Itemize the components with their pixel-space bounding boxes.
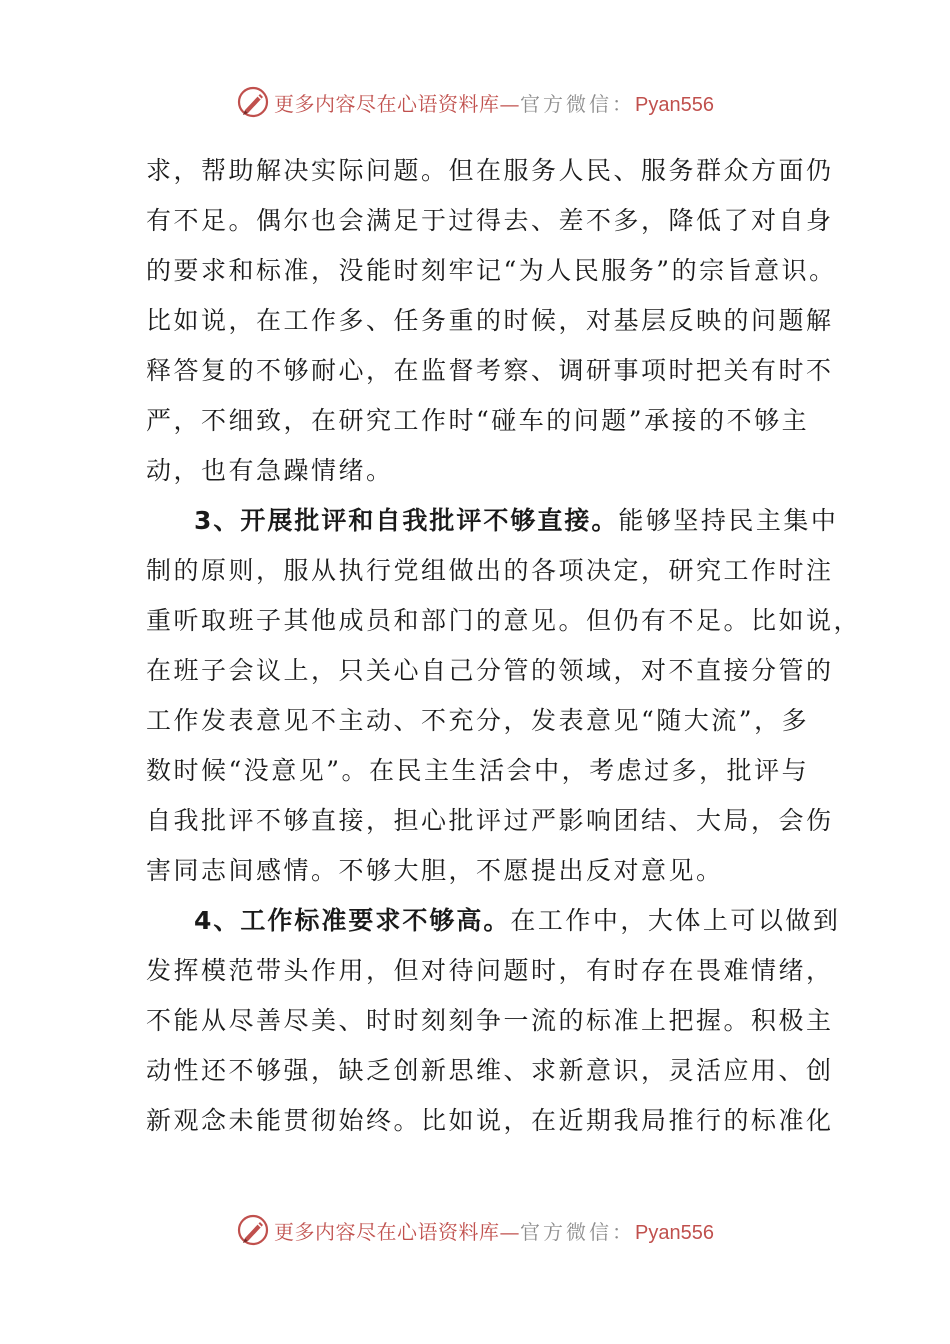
header-watermark xyxy=(0,82,950,122)
watermark-site: 更多内容尽在心语资料库 xyxy=(274,91,500,116)
document-body xyxy=(146,146,862,1146)
text-line: 动，也有急躁情绪。 xyxy=(146,456,394,485)
watermark-text xyxy=(274,88,714,117)
text-line: 比如说，在工作多、任务重的时候，对基层反映的问题解 xyxy=(146,306,834,335)
text-line: 的要求和标准，没能时刻牢记“为人民服务”的宗旨意识。 xyxy=(146,256,837,285)
watermark-wechat-id: Pyan556 xyxy=(635,93,714,116)
section-heading: 3、开展批评和自我批评不够直接。 xyxy=(194,506,619,535)
section-4-first-line xyxy=(146,896,841,946)
text-line: 工作发表意见不主动、不充分，发表意见“随大流”，多 xyxy=(146,706,810,735)
text-line: 不能从尽善尽美、时时刻刻争一流的标准上把握。积极主 xyxy=(146,1006,834,1035)
watermark-dash: — xyxy=(499,1219,521,1244)
footer-watermark xyxy=(0,1210,950,1250)
text-line: 在班子会议上，只关心自己分管的领域，对不直接分管的 xyxy=(146,656,834,685)
text-line: 新观念未能贯彻始终。比如说，在近期我局推行的标准化 xyxy=(146,1106,834,1135)
watermark-text xyxy=(274,1216,714,1245)
text-line: 释答复的不够耐心，在监督考察、调研事项时把关有时不 xyxy=(146,356,834,385)
text-line: 发挥模范带头作用，但对待问题时，有时存在畏难情绪， xyxy=(146,956,834,985)
watermark-site: 更多内容尽在心语资料库 xyxy=(274,1219,500,1244)
watermark-official: 官方微信： xyxy=(520,91,636,116)
text-line: 自我批评不够直接，担心批评过严影响团结、大局，会伤 xyxy=(146,806,834,835)
text-line: 严，不细致，在研究工作时“碰车的问题”承接的不够主 xyxy=(146,406,810,435)
section-text: 在工作中，大体上可以做到 xyxy=(510,906,841,935)
section-text: 能够坚持民主集中 xyxy=(618,506,839,535)
text-line: 求，帮助解决实际问题。但在服务人民、服务群众方面仍 xyxy=(146,156,834,185)
text-line: 制的原则，服从执行党组做出的各项决定，研究工作时注 xyxy=(146,556,834,585)
section-3-first-line xyxy=(146,496,839,546)
pen-logo-icon xyxy=(236,85,270,119)
watermark-official: 官方微信： xyxy=(520,1219,636,1244)
section-heading: 4、工作标准要求不够高。 xyxy=(194,906,511,935)
text-line: 动性还不够强，缺乏创新思维、求新意识，灵活应用、创 xyxy=(146,1056,834,1085)
watermark-dash: — xyxy=(499,91,521,116)
pen-logo-icon xyxy=(236,1213,270,1247)
text-line: 有不足。偶尔也会满足于过得去、差不多，降低了对自身 xyxy=(146,206,834,235)
text-line: 重听取班子其他成员和部门的意见。但仍有不足。比如说， xyxy=(146,606,862,635)
text-line: 数时候“没意见”。在民主生活会中，考虑过多，批评与 xyxy=(146,756,810,785)
text-line: 害同志间感情。不够大胆，不愿提出反对意见。 xyxy=(146,856,724,885)
watermark-wechat-id: Pyan556 xyxy=(635,1221,714,1244)
